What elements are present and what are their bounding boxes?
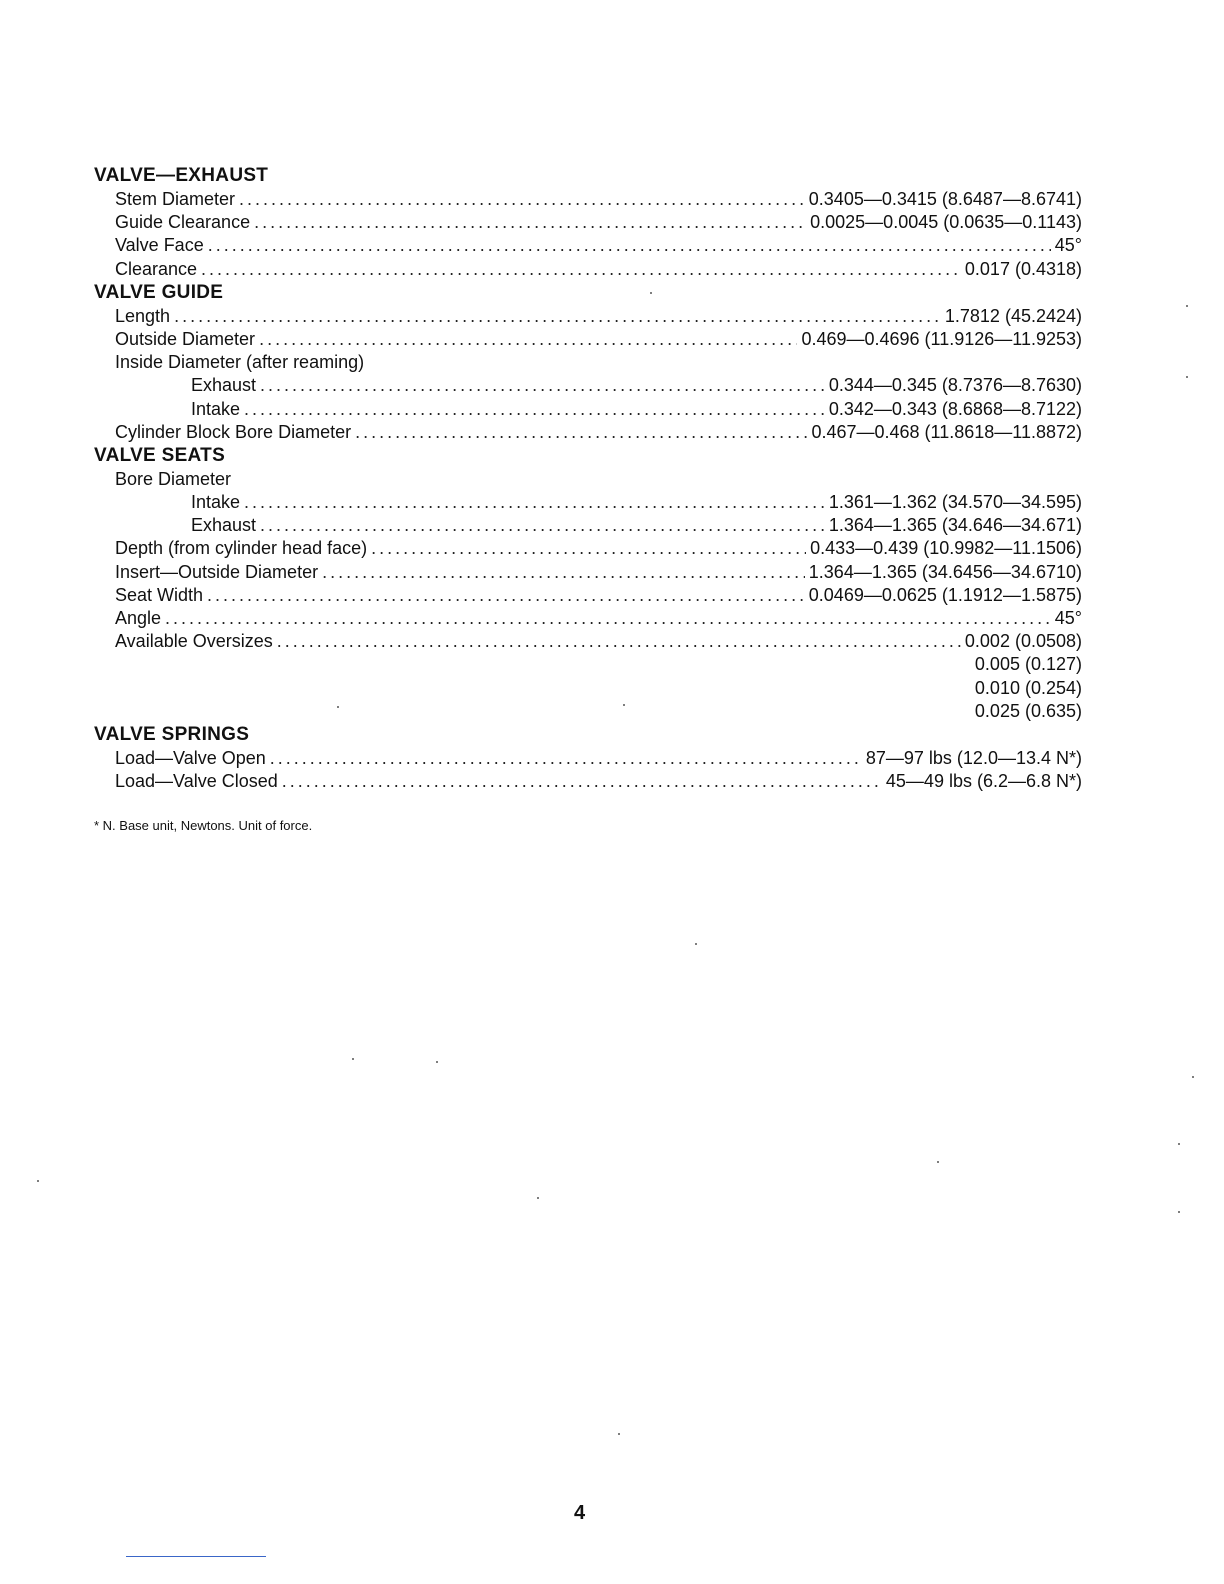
scan-speck	[37, 1180, 39, 1182]
spec-label: Guide Clearance	[115, 212, 251, 233]
spec-row-seat-intake	[94, 491, 1082, 514]
dot-leader	[244, 491, 825, 514]
spec-row-length	[94, 305, 1082, 328]
spec-table	[94, 164, 1082, 793]
spec-value: 0.3405—0.3415 (8.6487—8.6741)	[808, 189, 1082, 209]
dot-leader	[244, 398, 825, 421]
dot-leader	[282, 770, 882, 793]
dot-leader	[260, 374, 825, 397]
spec-value: 0.344—0.345 (8.7376—8.7630)	[828, 375, 1082, 396]
spec-subheading-inside-diameter	[94, 351, 1082, 374]
bottom-rule	[126, 1556, 266, 1557]
scan-speck	[436, 1061, 438, 1063]
spec-row-load-open	[94, 747, 1082, 770]
dot-leader	[270, 747, 862, 770]
spec-label: Insert—Outside Diameter	[115, 561, 319, 582]
section-title: VALVE SEATS	[94, 444, 226, 466]
spec-label: Angle	[115, 608, 162, 628]
spec-value: 0.017 (0.4318)	[964, 258, 1082, 279]
spec-label: Outside Diameter	[115, 328, 256, 349]
section-title: VALVE GUIDE	[94, 281, 224, 303]
dot-leader	[174, 305, 941, 328]
page-number: 4	[574, 1502, 586, 1524]
scan-speck	[337, 706, 339, 708]
scan-speck	[537, 1197, 539, 1199]
spec-value: 1.7812 (45.2424)	[944, 305, 1082, 326]
spec-value: 45°	[1054, 608, 1082, 628]
section-valve-guide	[94, 281, 1082, 444]
spec-value: 1.364—1.365 (34.6456—34.6710)	[808, 561, 1082, 582]
spec-label: Available Oversizes	[115, 631, 273, 652]
dot-leader	[208, 234, 1051, 257]
dot-leader	[165, 607, 1051, 630]
dot-leader	[239, 188, 805, 211]
spec-row-load-closed	[94, 770, 1082, 793]
spec-row-oversize-continued	[94, 677, 1082, 700]
dot-leader	[259, 328, 797, 351]
section-valve-springs	[94, 723, 1082, 793]
dot-leader	[201, 258, 961, 281]
spec-value: 87—97 lbs (12.0—13.4 N*)	[865, 747, 1082, 768]
dot-leader	[277, 630, 961, 653]
scan-speck	[695, 943, 697, 945]
spec-row-guide-exhaust	[94, 374, 1082, 397]
scan-speck	[1192, 1076, 1194, 1078]
spec-label: Depth (from cylinder head face)	[115, 538, 368, 559]
scan-speck	[352, 1058, 354, 1060]
spec-value: 0.010 (0.254)	[974, 677, 1082, 698]
section-title: VALVE—EXHAUST	[94, 165, 269, 186]
spec-row-outside-diameter	[94, 328, 1082, 351]
spec-row-available-oversizes	[94, 630, 1082, 653]
scan-speck	[650, 292, 652, 294]
scan-speck	[1178, 1211, 1180, 1213]
spec-value: 0.433—0.439 (10.9982—11.1506)	[810, 538, 1082, 559]
spec-value: 1.364—1.365 (34.646—34.671)	[828, 515, 1082, 536]
spec-label: Load—Valve Closed	[115, 771, 278, 792]
dot-leader	[371, 537, 806, 560]
spec-value: 0.342—0.343 (8.6868—8.7122)	[828, 398, 1082, 419]
dot-leader	[254, 211, 806, 234]
spec-row-stem-diameter	[94, 188, 1082, 211]
spec-value: 45°	[1054, 235, 1082, 256]
spec-subheading-bore-diameter	[94, 468, 1082, 491]
section-title: VALVE SPRINGS	[94, 723, 250, 745]
spec-row-valve-face	[94, 234, 1082, 257]
spec-row-oversize-continued	[94, 653, 1082, 676]
spec-row-angle	[94, 607, 1082, 630]
spec-row-cylinder-block-bore	[94, 421, 1082, 444]
dot-leader	[207, 584, 805, 607]
spec-row-guide-intake	[94, 398, 1082, 421]
scan-speck	[1186, 376, 1188, 378]
spec-label: Stem Diameter	[115, 189, 236, 209]
spec-value: 0.0025—0.0045 (0.0635—0.1143)	[810, 212, 1082, 233]
spec-value: 0.0469—0.0625 (1.1912—1.5875)	[808, 584, 1082, 605]
scan-speck	[618, 1433, 620, 1435]
spec-row-clearance	[94, 258, 1082, 281]
spec-value: 0.467—0.468 (11.8618—11.8872)	[811, 421, 1082, 442]
dot-leader	[355, 421, 807, 444]
spec-label: Valve Face	[115, 235, 204, 256]
spec-value: 0.005 (0.127)	[974, 654, 1082, 675]
spec-label: Exhaust	[191, 515, 257, 536]
spec-value: 1.361—1.362 (34.570—34.595)	[828, 492, 1082, 513]
spec-value: 0.025 (0.635)	[974, 700, 1082, 721]
spec-value: 0.469—0.4696 (11.9126—11.9253)	[801, 328, 1082, 349]
scan-speck	[1178, 1143, 1180, 1145]
spec-value: 0.002 (0.0508)	[964, 631, 1082, 652]
spec-value: 45—49 lbs (6.2—6.8 N*)	[885, 771, 1082, 792]
spec-label: Clearance	[115, 258, 198, 279]
spec-row-seat-width	[94, 584, 1082, 607]
spec-row-insert-outside-diameter	[94, 561, 1082, 584]
spec-row-depth	[94, 537, 1082, 560]
scan-speck	[937, 1161, 939, 1163]
section-valve-seats	[94, 444, 1082, 723]
dot-leader	[260, 514, 825, 537]
spec-label: Load—Valve Open	[115, 747, 266, 768]
spec-label: Intake	[191, 398, 241, 419]
section-valve-exhaust	[94, 164, 1082, 281]
spec-label: Length	[115, 305, 171, 326]
footnote: * N. Base unit, Newtons. Unit of force.	[94, 818, 313, 833]
spec-label: Exhaust	[191, 375, 257, 396]
spec-row-oversize-continued	[94, 700, 1082, 723]
spec-row-seat-exhaust	[94, 514, 1082, 537]
spec-label: Inside Diameter (after reaming)	[115, 352, 365, 373]
dot-leader	[322, 561, 805, 584]
scan-speck	[623, 704, 625, 706]
spec-label: Bore Diameter	[115, 468, 232, 489]
scan-speck	[1186, 305, 1188, 307]
spec-label: Seat Width	[115, 584, 204, 605]
spec-label: Cylinder Block Bore Diameter	[115, 421, 352, 442]
spec-label: Intake	[191, 492, 241, 513]
spec-row-guide-clearance	[94, 211, 1082, 234]
